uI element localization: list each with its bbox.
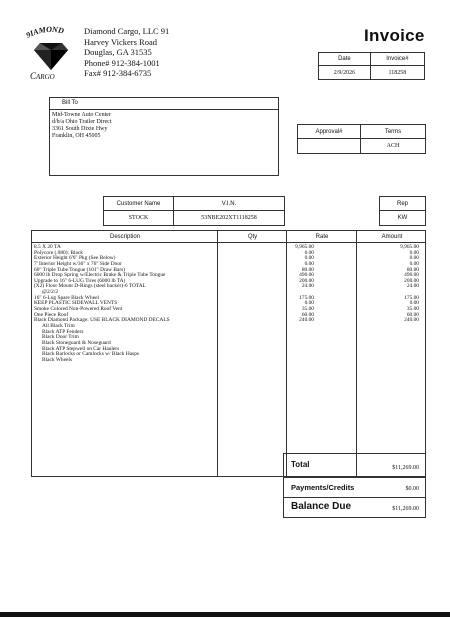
bill-to-label: Bill To — [50, 98, 278, 110]
line-item-amount: 0.00 — [409, 255, 419, 262]
line-item-row — [32, 358, 425, 364]
line-item-description: Polycore (.080): Black — [34, 249, 83, 256]
line-item-amount: 490.00 — [404, 272, 419, 279]
line-item-rate: 240.00 — [299, 317, 314, 324]
line-item-amount: 175.00 — [404, 294, 419, 301]
line-item-description: 60" Triple Tube Tongue (101" Draw Bars) — [34, 266, 126, 273]
balance-due-value: $11,269.00 — [392, 506, 419, 512]
line-item-rate: 60.00 — [301, 311, 314, 318]
line-item-amount: 0.00 — [409, 260, 419, 267]
company-name: Diamond Cargo, LLC 91 — [84, 26, 170, 36]
amount-header: Amount — [381, 234, 403, 240]
vin-header: V.I.N. — [174, 197, 285, 211]
balance-due-row — [283, 498, 426, 518]
qty-header: Qty — [247, 234, 258, 240]
line-item-amount: 200.00 — [404, 277, 419, 284]
invoice-number-header: Invoice# — [370, 53, 424, 66]
svg-text:CARGO: CARGO — [30, 71, 55, 81]
total-row — [283, 453, 426, 478]
line-item-rate: 0.00 — [304, 249, 314, 256]
terms-value: ACH — [361, 139, 426, 154]
bill-to-box — [49, 97, 279, 176]
line-item-description: Black ATP Fenders — [42, 328, 84, 335]
line-item-description: Black Barlocks or Camlocks w/ Black Hasps — [42, 351, 140, 358]
date-invoice-table — [318, 52, 425, 80]
page-bottom-edge — [0, 612, 450, 617]
description-header: Description — [109, 234, 140, 240]
svg-text:9IAMOND: 9IAMOND — [24, 26, 65, 40]
company-street: Harvey Vickers Road — [84, 36, 157, 47]
line-item-amount: 24.00 — [406, 283, 419, 290]
items-header-row — [32, 231, 425, 243]
line-item-rate: 490.00 — [299, 272, 314, 279]
balance-due-label: Balance Due — [291, 501, 352, 512]
invoice-title: Invoice — [364, 26, 425, 45]
approval-value — [298, 139, 361, 154]
line-item-description: Smoke Colored Non-Powered Roof Vent — [34, 306, 123, 313]
line-item-amount: 60.00 — [406, 311, 419, 318]
customer-vin-table — [103, 196, 285, 226]
line-item-amount: 0.00 — [409, 300, 419, 307]
line-item-description: One Piece Roof — [34, 311, 69, 318]
invoice-date: 2/9/2026 — [319, 66, 371, 80]
line-item-description: Exterior Height 6'6" Pkg (See Below) — [34, 255, 116, 262]
line-item-amount: 80.00 — [406, 266, 419, 273]
line-item-description: Upgrade to 16" 6-LUG Tires (6000 lb TA) — [34, 277, 126, 284]
line-item-description: @2/2/2 — [42, 289, 59, 296]
line-item-rate: 0.00 — [304, 260, 314, 267]
total-label: Total — [291, 460, 310, 469]
terms-header: Terms — [361, 125, 426, 139]
line-item-rate: 9,965.00 — [295, 244, 314, 250]
line-item-amount: 240.00 — [404, 317, 419, 324]
payments-label: Payments/Credits — [291, 483, 355, 492]
items-body — [32, 245, 425, 363]
rep-header: Rep — [380, 197, 426, 211]
payments-value: $0.00 — [405, 486, 419, 492]
bill-to-line: Mid-Towne Auto Center — [52, 112, 111, 118]
line-item-rate: 175.00 — [299, 294, 314, 301]
line-item-rate: 0.00 — [304, 255, 314, 262]
line-item-description: Black Wheels — [42, 356, 72, 363]
customer-name-header: Customer Name — [104, 197, 174, 211]
line-item-description: KEEP PLASTIC SIDEWALL VENTS — [34, 300, 118, 307]
rep-value: KW — [380, 211, 426, 226]
total-value: $11,269.00 — [392, 465, 419, 471]
line-item-rate: 200.00 — [299, 277, 314, 284]
approval-header: Approval# — [298, 125, 361, 139]
line-item-rate: 80.00 — [301, 266, 314, 273]
line-item-description: 6000 lb Drop Spring w/Electric Brake & Triple Tube Tongue — [34, 272, 166, 279]
line-item-description: All Black Trim — [42, 322, 75, 329]
totals-box — [283, 453, 426, 518]
line-item-description: Black Stoneguard & Noseguard — [42, 339, 111, 346]
rep-table — [379, 196, 426, 226]
payments-row — [283, 478, 426, 498]
line-item-description: (X2) Floor Mount D-Rings (steel backer)-6 TOTAL — [34, 283, 146, 290]
rate-header: Rate — [315, 234, 329, 240]
diamond-cargo-logo — [22, 26, 80, 82]
line-item-description: 8.5 X 20 TA — [34, 244, 61, 250]
company-phone: Phone# 912-384-1001 — [84, 57, 160, 68]
line-item-rate: 35.00 — [301, 306, 314, 313]
company-info — [84, 26, 169, 79]
line-item-amount: 35.00 — [406, 306, 419, 313]
bill-to-line: 3361 South Dixie Hwy — [52, 126, 108, 132]
line-item-amount: 9,965.00 — [400, 244, 419, 250]
line-item-description: 16" 6-Lug Spare Black Wheel — [34, 294, 99, 301]
customer-name: STOCK — [104, 211, 174, 226]
bill-to-line: d/b/a Ohio Trailer Direct — [52, 119, 112, 125]
company-fax: Fax# 912-384-6735 — [84, 68, 152, 78]
company-city: Douglas, GA 31535 — [84, 47, 152, 57]
date-header: Date — [319, 53, 371, 66]
line-item-description: Black Diamond Package: USE BLACK DIAMOND DECALS — [34, 317, 170, 324]
approval-terms-table — [297, 124, 426, 154]
vin-value: 53NBE202XT1118258 — [174, 211, 285, 226]
line-item-rate: 0.00 — [304, 300, 314, 307]
invoice-number: 118258 — [370, 66, 424, 80]
line-item-description: 7' Interior Height w/36" x 76" Side Door — [34, 260, 122, 267]
line-item-description: Black Door Trim — [42, 334, 79, 341]
line-items-table — [31, 230, 426, 477]
line-item-description: Black ATP Stepwell on Car Haulers — [42, 345, 120, 352]
line-item-rate: 24.00 — [301, 283, 314, 290]
line-item-amount: 0.00 — [409, 249, 419, 256]
bill-to-line: Franklin, OH 45005 — [52, 133, 101, 139]
